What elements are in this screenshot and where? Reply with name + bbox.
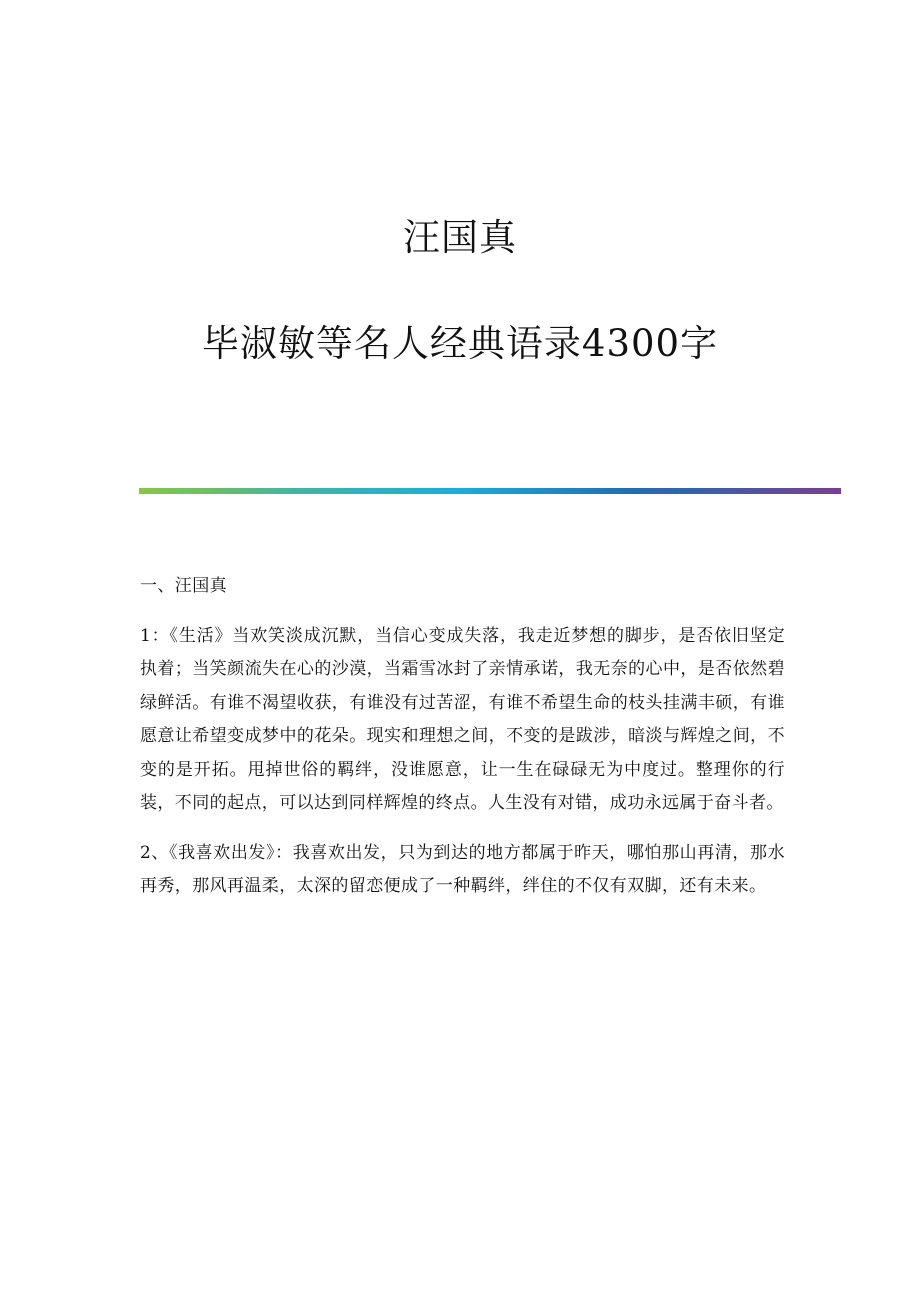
gradient-divider [139,488,841,494]
page-title: 汪国真 [403,216,517,259]
paragraph-2: 2、《我喜欢出发》：我喜欢出发，只为到达的地方都属于昨天，哪怕那山再清，那水再秀，那风再温柔，太深的留恋便成了一种羁绊，绊住的不仅有双脚，还有未来。 [140,842,785,896]
section-heading: 一、汪国真 [140,576,227,596]
paragraph-1: 1：《生活》当欢笑淡成沉默，当信心变成失落，我走近梦想的脚步，是否依旧坚定执着；当笑颜流失在心的沙漠，当霜雪冰封了亲情承诺，我无奈的心中，是否依然碧绿鲜活。有谁不渴望收获，有谁没有过苦涩，有谁不希望生命的枝头挂满丰硕，有谁愿意让希望变成梦中的花朵。现实和理想之间，不变的是跋涉，暗淡与辉煌之间，不变的是开拓。甩掉世俗的羁绊，没谁愿意，让一生在碌碌无为中度过。整理你的行装，不同的起点，可以达到同样辉煌的终点。人生没有对错，成功永远属于奋斗者。 [140,625,785,813]
document-body [140,570,785,920]
page-subtitle: 毕淑敏等名人经典语录4300字 [201,322,719,365]
